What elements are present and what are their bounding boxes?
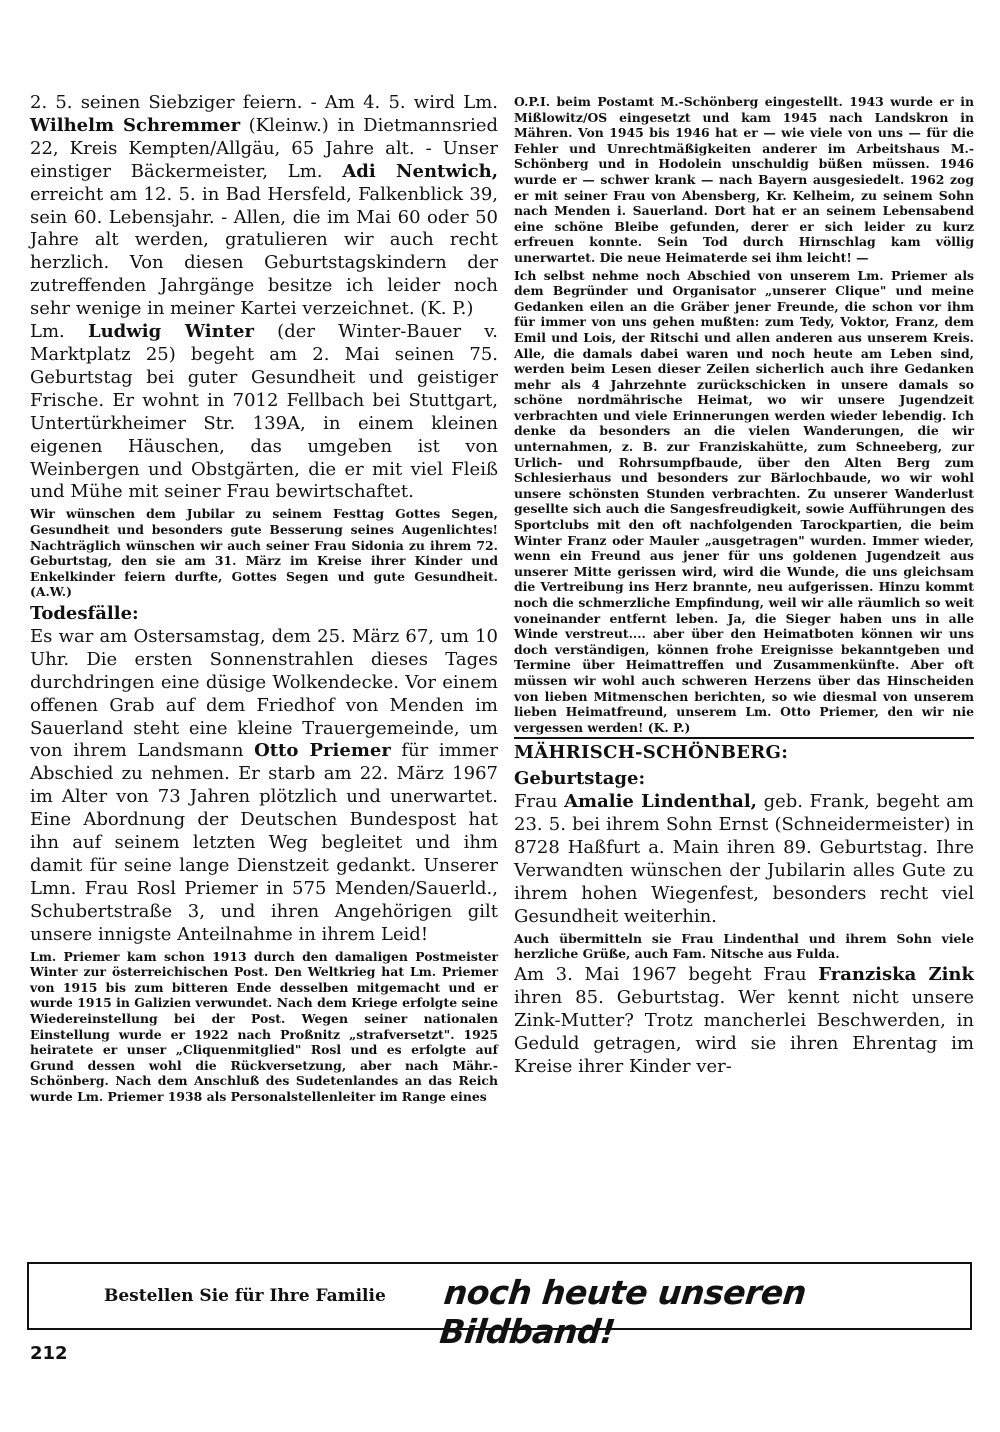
- text: ihren 85. Geburtstag. Wer kennt nicht unsere Zink-Mutter? Trotz mancherlei Beschwerden, in Geduld getragen, wird sie ihren Ehrentag im Kreise ihrer Kinder ver-: [514, 986, 974, 1077]
- text: (Kleinw.) in Dietmannsried 22, Kreis Kempten/Allgäu, 65 Jahre alt. - Unser einstiger Bäckermeister, Lm.: [30, 114, 498, 182]
- person-name: Adi Nentwich,: [342, 160, 498, 182]
- text: 2. 5. seinen Siebziger feiern. - Am 4. 5. wird Lm.: [30, 92, 498, 113]
- person-name: Amalie Lindenthal,: [564, 791, 757, 813]
- birthday-paragraph-lindenthal: [514, 791, 974, 928]
- birthday-paragraph-winter: [30, 321, 498, 504]
- heading-birthdays: Geburtstage:: [514, 768, 646, 790]
- text: (der Winter-Bauer v. Marktplatz 25) begeht am 2. Mai seinen 75. Geburtstag bei guter Gesundheit und geistiger Frische. Er wohnt in 7012 Fellbach bei Stuttgart, Untertürkheimer Str. 139A, in einem kleinen eigenen Häuschen, das umgeben ist von Weinbergen und Obstgärten, die er mit viel Fleiß und Mühe mit seiner Frau bewirtschaftet.: [30, 321, 499, 503]
- person-name: Wilhelm Schremmer: [30, 114, 241, 136]
- person-name: Franziska Zink: [818, 963, 974, 985]
- left-column: [30, 92, 498, 1107]
- heading-town: MÄHRISCH-SCHÖNBERG:: [514, 742, 789, 764]
- birthday-paragraph-zink: [514, 964, 974, 1079]
- advert-text: Bestellen Sie für Ihre Familie: [104, 1286, 386, 1306]
- small-note-winter: Wir wünschen dem Jubilar zu seinem Festtag Gottes Segen, Gesundheit und besonders gute Besserung seines Augenlichtes! Nachträglich wünschen wir auch seiner Frau Sidonia zu ihrem 72. Geburtstag, den sie am 31. März im Kreise ihrer Kinder und Enkelkinder feiern durfte, Gottes Segen und gute Gesundheit. (A.W.): [30, 506, 498, 600]
- page-number: 212: [30, 1343, 68, 1364]
- advert-headline: noch heute unseren Bildband!: [437, 1273, 808, 1351]
- advert-box: [27, 1262, 972, 1351]
- right-column: [514, 92, 974, 1079]
- small-note-farewell: Ich selbst nehme noch Abschied von unserem Lm. Priemer als dem Begründer und Organisator „unserer Clique" und meine Gedanken eilen an die Gräber jener Freunde, die schon vor ihm für immer von uns gehen mußten: zum Tedy, Voktor, Franz, dem Emil und Lois, der Ritschi und allen anderen aus unserem Kreis. Alle, die damals dabei waren und noch heute am Leben sind, werden beim Lesen dieser Zeilen sicherlich auch ihre Gedanken mehr als 4 Jahrzehnte zurückschicken in unsere damals so schöne nordmährische Heimat, wo wir unsere Jugendzeit verbrachten und viele Erinnerungen werden wieder lebendig. Ich denke da besonders an die vielen Wanderungen, die wir unternahmen, z. B. zur Franziskahütte, zum Schneeberg, zur Urlich- und Rohrsumpfbaude, über den Alten Berg zum Schlesierhaus und besonders zur Bärlochbaude, wo wir wohl unsere schönsten Stunden verbrachten. Zu unserer Wanderlust gesellte sich auch die Sangesfreudigkeit, sowie Aufführungen des Sportclubs mit den oft nachfolgenden Tarockpartien, die beim Winter Franz oder Mauler „ausgetragen" wurden. Immer wieder, wenn ein Freund aus jener für uns goldenen Jugendzeit aus unserer Mitte gerissen wird, wird die Wunde, die uns gleichsam die Vertreibung ins Herz brannte, neu aufgerissen. Hinzu kommt noch die schmerzliche Empfindung, weil wir alle räumlich so weit voneinander entfernt leben. Ja, die Sieger haben uns in alle Winde verstreut.... aber über den Heimatboten können wir uns doch verständigen, können frohe Ereignisse bekanntgeben und Termine über Heimattreffen und Zusammenkünfte. Aber oft müssen wir wohl auch schweren Herzens über das Hinscheiden von lieben Mitmenschen berichten, so wie diesmal von unserem lieben Heimatfreund, unserem Lm. Otto Priemer, den wir nie vergessen werden! (K. P.): [514, 267, 974, 735]
- text: Am 3. Mai 1967 begeht Frau: [514, 963, 819, 985]
- text: Frau: [514, 791, 565, 813]
- small-note-priemer: Lm. Priemer kam schon 1913 durch den damaligen Postmeister Winter zur österreichischen Post. Den Weltkrieg hat Lm. Priemer von 1915 bis zum bitteren Ende desselben mitgemacht und er wurde 1915 in Galizien verwundet. Nach dem Kriege erfolgte seine Wiedereinstellung bei der Post. Wegen seiner nationalen Einstellung wurde er 1922 nach Proßnitz „strafversetzt". 1925 heiratete er unser „Cliquenmitglied" Rosl und es erfolgte auf Grund dessen wohl die Rückversetzung, aber nach Mähr.-Schönberg. Nach dem Anschluß des Sudetenlandes an das Reich wurde Lm. Priemer 1938 als Personalstellenleiter im Range eines: [30, 948, 498, 1104]
- text: für immer Abschied zu nehmen. Er starb am 22. März 1967 im Alter von 73 Jahren plötzlich und unerwartet. Eine Abordnung der Deutschen Bundespost hat ihn auf seinem letzten Weg begleitet und ihm damit für seine lange Dienstzeit gedankt. Unserer Lmn. Frau Rosl Priemer in 575 Menden/Sauerld., Schubertstraße 3, und ihren Angehörigen gilt unsere innigste Anteilnahme in ihrem Leid!: [30, 740, 498, 945]
- person-name: Ludwig Winter: [87, 321, 254, 343]
- text: erreicht am 12. 5. in Bad Hersfeld, Falkenblick 39, sein 60. Lebensjahr. - Allen, die im Mai 60 oder 50 Jahre alt werden, gratulieren wir auch recht herzlich. Von diesen Geburtstagskindern der zutreffenden Jahrgänge besitze ich leider noch sehr wenige in meiner Kartei verzeichnet. (K. P.): [30, 183, 498, 320]
- section-divider: [514, 737, 974, 739]
- birthday-paragraph-schremmer: [30, 92, 498, 321]
- text: geb. Frank, begeht am 23. 5. bei ihrem Sohn Ernst (Schneidermeister) in 8728 Haßfurt a. Main ihren 89. Geburtstag. Ihre Verwandten wünschen der Jubilarin alles Gute zu ihrem hohen Wiegenfest, besonders recht viel Gesundheit weiterhin.: [514, 791, 974, 927]
- person-name: Otto Priemer: [254, 740, 391, 762]
- text: Lm.: [30, 321, 88, 343]
- small-note-priemer-cont: O.P.I. beim Postamt M.-Schönberg eingestellt. 1943 wurde er in Mißlowitz/OS eingesetzt und kam 1945 nach Landskron in Mähren. Von 1945 bis 1946 hat er — wie viele von uns — für die Fehler und Unrechtmäßigkeiten anderer im Arbeitshaus M.-Schönberg und in Hodolein unschuldig büßen müssen. 1946 wurde er — schwer krank — nach Bayern ausgesiedelt. 1962 zog er mit seiner Frau von Abensberg, Kr. Kelheim, zu seinem Sohn nach Menden i. Sauerland. Dort hat er an seinem Lebensabend eine schöne Bleibe gefunden, derer er sich leider zu kurz erfreuen konnte. Sein Tod durch Hirnschlag kam völlig unerwartet. Die neue Heimaterde sei ihm leicht! —: [514, 94, 974, 265]
- small-note-lindenthal: Auch übermitteln sie Frau Lindenthal und ihrem Sohn viele herzliche Grüße, auch Fam. Nitsche aus Fulda.: [514, 930, 974, 962]
- obituary-paragraph: [30, 626, 498, 947]
- heading-deaths: Todesfälle:: [30, 602, 139, 624]
- text: Es war am Ostersamstag, dem 25. März 67, um 10 Uhr. Die ersten Sonnenstrahlen dieses Tages durchdringen eine düsige Wolkendecke. Vor einem offenen Grab auf dem Friedhof von Menden im Sauerland steht eine kleine Trauergemeinde, um von ihrem Landsmann: [30, 625, 498, 762]
